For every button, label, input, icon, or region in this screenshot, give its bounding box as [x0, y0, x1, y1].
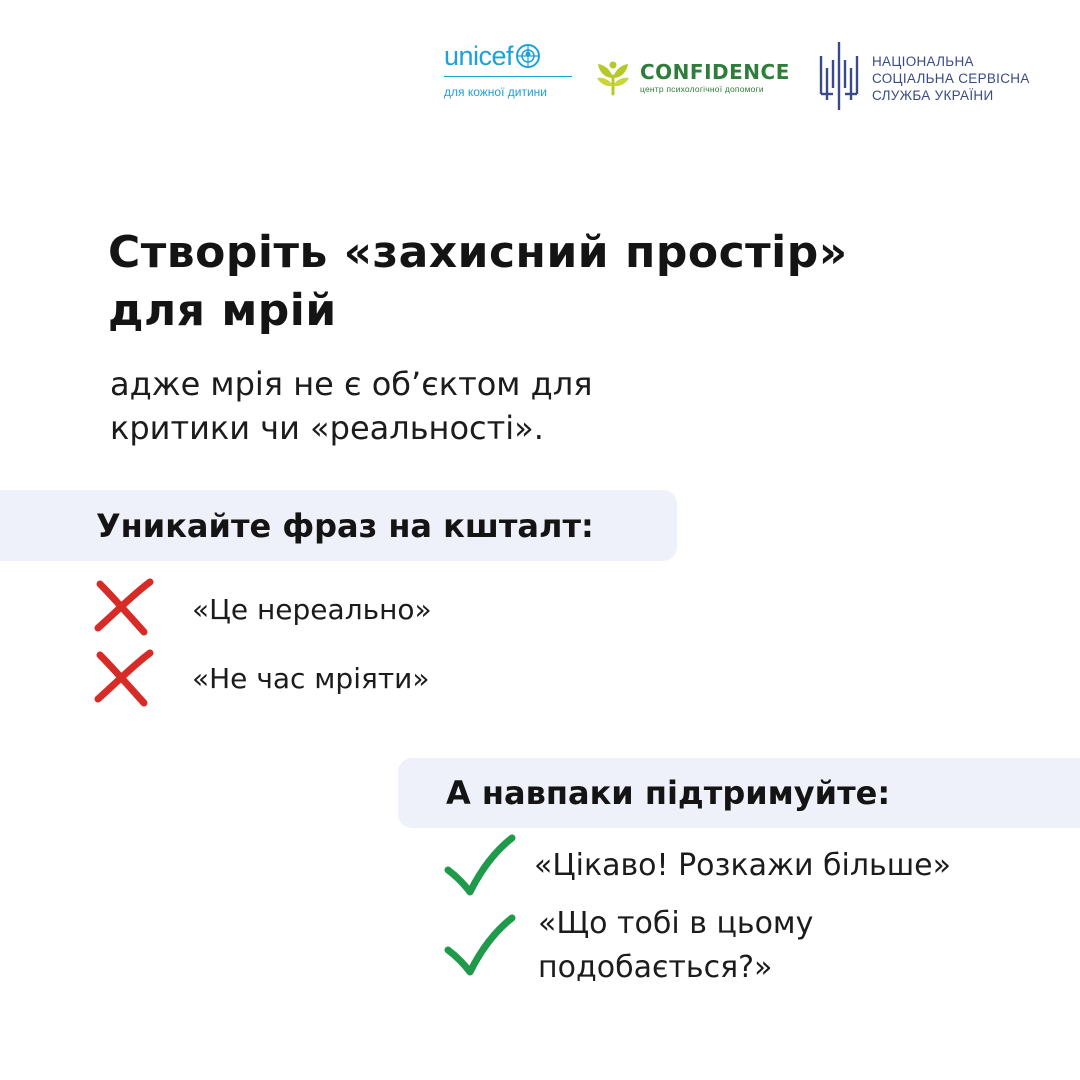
check-icon — [444, 914, 516, 978]
cross-icon — [92, 645, 156, 709]
nsss-emblem-icon — [816, 38, 866, 114]
confidence-subtitle: центр психологічної допомоги — [640, 83, 764, 94]
avoid-heading: Уникайте фраз на кшталт: — [96, 507, 594, 545]
partner-logos — [444, 38, 1054, 118]
nsss-line-2: СОЦІАЛЬНА СЕРВІСНА — [872, 71, 1030, 86]
cross-icon — [92, 574, 156, 638]
unicef-tagline: для кожної дитини — [444, 85, 547, 99]
nsss-logo — [816, 38, 1030, 114]
unicef-globe-icon — [515, 43, 541, 69]
support-phrase-2-line-2: подобається?» — [538, 950, 773, 985]
support-phrase-1: «Цікаво! Розкажи більше» — [534, 848, 951, 883]
avoid-phrase-1: «Це нереально» — [192, 593, 432, 626]
avoid-phrase-2: «Не час мріяти» — [192, 662, 430, 695]
support-heading: А навпаки підтримуйте: — [446, 774, 891, 812]
page-title — [108, 224, 1008, 340]
unicef-logo — [444, 40, 579, 99]
confidence-logo — [592, 56, 790, 98]
title-line-1: Створіть «захисний простір» — [108, 227, 848, 278]
confidence-wordmark: CONFIDENCE — [640, 59, 790, 84]
support-phrase-2 — [538, 902, 813, 990]
subtitle-line-1: адже мрія не є об’єктом для — [110, 365, 593, 403]
unicef-divider — [444, 76, 572, 77]
confidence-leaf-icon — [592, 56, 634, 98]
nsss-line-1: НАЦІОНАЛЬНА — [872, 54, 974, 69]
support-phrase-2-line-1: «Що тобі в цьому — [538, 906, 814, 941]
nsss-line-3: СЛУЖБА УКРАЇНИ — [872, 88, 994, 103]
check-icon — [444, 834, 516, 898]
title-line-2: для мрій — [108, 285, 337, 336]
unicef-wordmark: unicef — [444, 41, 514, 71]
subtitle — [110, 362, 810, 450]
subtitle-line-2: критики чи «реальності». — [110, 409, 544, 447]
